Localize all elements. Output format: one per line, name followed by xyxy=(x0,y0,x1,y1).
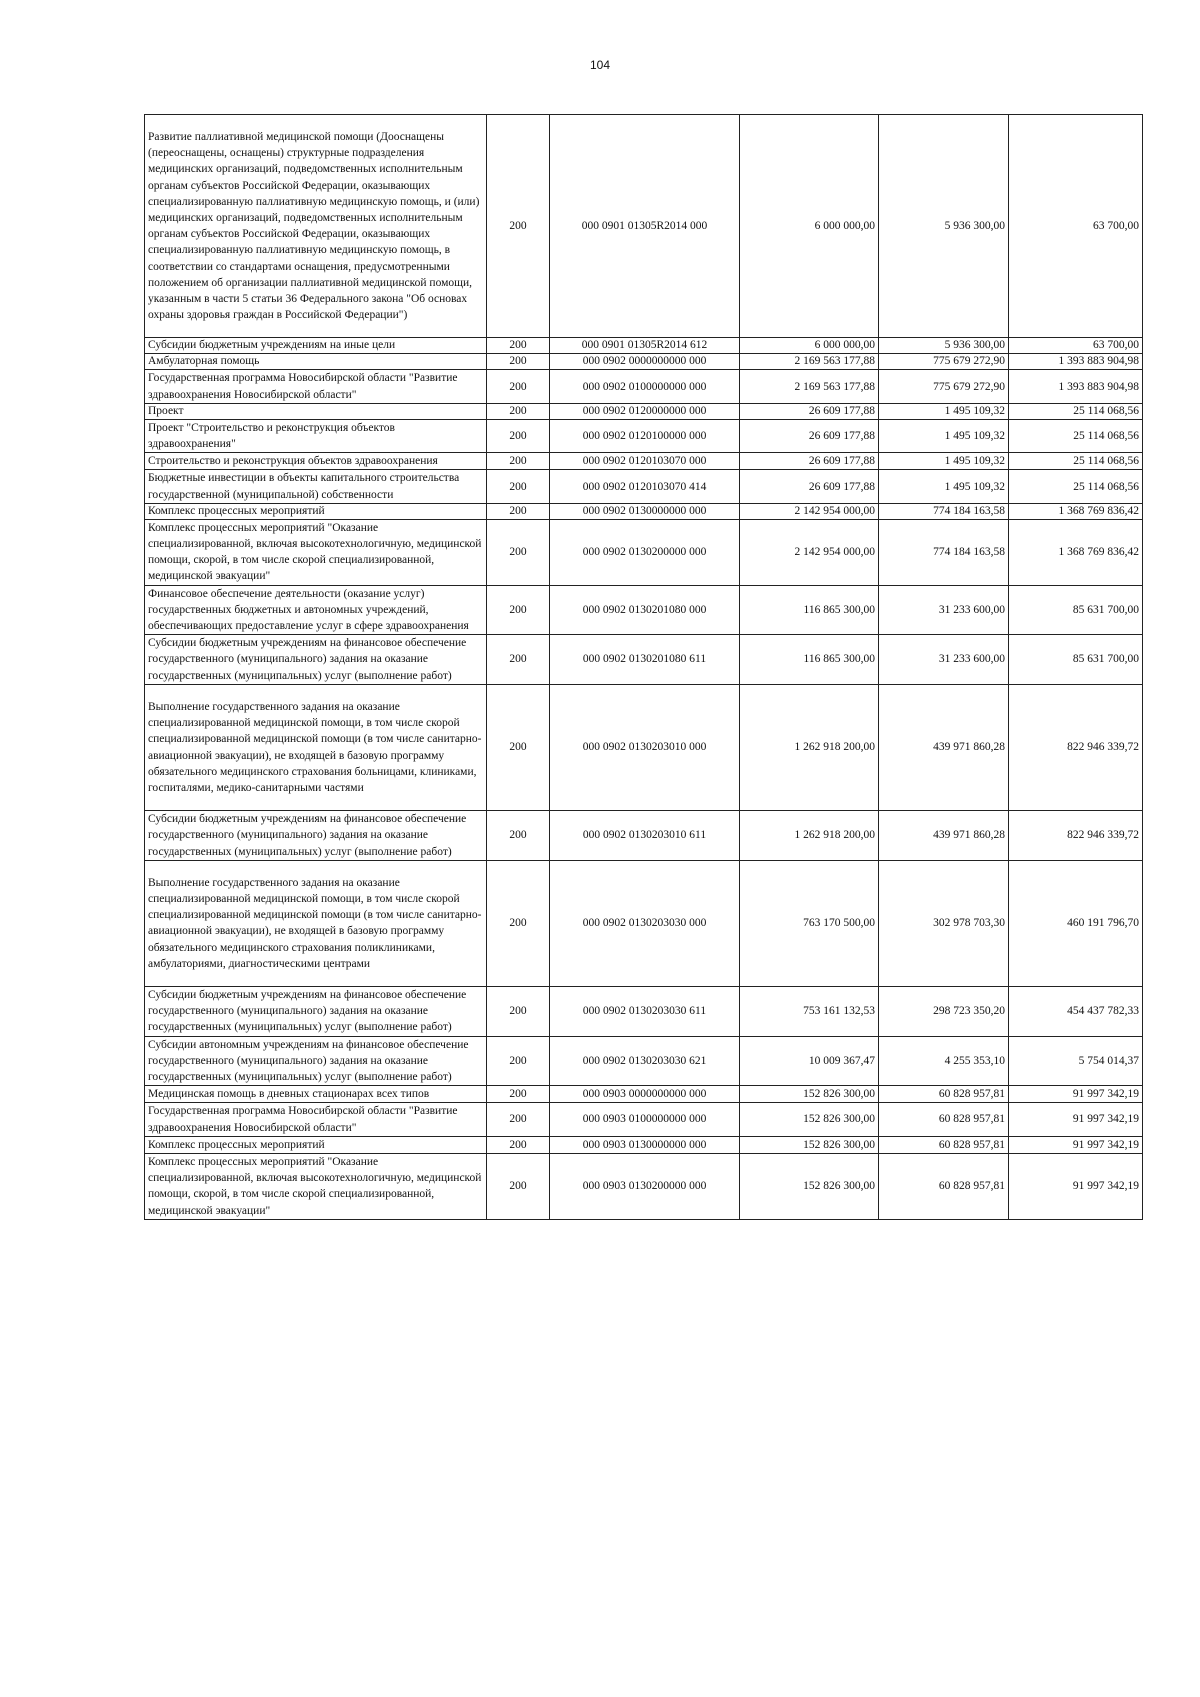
row-budget-code: 000 0901 01305R2014 612 xyxy=(550,338,740,354)
row-admin-code: 200 xyxy=(487,635,550,685)
row-name: Государственная программа Новосибирской области "Развитие здравоохранения Новосибирской области" xyxy=(145,370,487,403)
table-row xyxy=(145,1153,1143,1219)
row-name: Проект xyxy=(145,403,487,419)
table-row xyxy=(145,519,1143,585)
row-budget-code: 000 0902 0120000000 000 xyxy=(550,403,740,419)
row-approved-amount: 1 262 918 200,00 xyxy=(740,811,879,861)
row-name: Субсидии автономным учреждениям на финансовое обеспечение государственного (муниципального) задания на оказание государственных (муниципальных) услуг (выполнение работ) xyxy=(145,1036,487,1086)
table-row xyxy=(145,503,1143,519)
row-budget-code: 000 0901 01305R2014 000 xyxy=(550,115,740,338)
row-approved-amount: 152 826 300,00 xyxy=(740,1086,879,1103)
row-unexecuted-amount: 85 631 700,00 xyxy=(1009,585,1143,635)
row-budget-code: 000 0902 0120103070 414 xyxy=(550,470,740,503)
row-unexecuted-amount: 1 368 769 836,42 xyxy=(1009,519,1143,585)
row-admin-code: 200 xyxy=(487,1086,550,1103)
row-unexecuted-amount: 85 631 700,00 xyxy=(1009,635,1143,685)
row-approved-amount: 2 142 954 000,00 xyxy=(740,519,879,585)
row-budget-code: 000 0902 0120100000 000 xyxy=(550,419,740,452)
row-unexecuted-amount: 91 997 342,19 xyxy=(1009,1086,1143,1103)
table-row xyxy=(145,585,1143,635)
row-unexecuted-amount: 1 393 883 904,98 xyxy=(1009,370,1143,403)
row-budget-code: 000 0902 0130203030 621 xyxy=(550,1036,740,1086)
row-name: Комплекс процессных мероприятий "Оказание специализированной, включая высокотехнологичную, медицинской помощи, скорой, в том числе скорой специализированной, медицинской эвакуации" xyxy=(145,1153,487,1219)
row-approved-amount: 152 826 300,00 xyxy=(740,1136,879,1153)
row-executed-amount: 5 936 300,00 xyxy=(879,338,1009,354)
row-unexecuted-amount: 25 114 068,56 xyxy=(1009,419,1143,452)
row-admin-code: 200 xyxy=(487,403,550,419)
row-budget-code: 000 0903 0000000000 000 xyxy=(550,1086,740,1103)
row-unexecuted-amount: 91 997 342,19 xyxy=(1009,1153,1143,1219)
row-budget-code: 000 0903 0130200000 000 xyxy=(550,1153,740,1219)
row-budget-code: 000 0902 0130200000 000 xyxy=(550,519,740,585)
row-executed-amount: 60 828 957,81 xyxy=(879,1153,1009,1219)
row-name: Субсидии бюджетным учреждениям на иные цели xyxy=(145,338,487,354)
row-name: Медицинская помощь в дневных стационарах всех типов xyxy=(145,1086,487,1103)
table-row xyxy=(145,115,1143,338)
row-admin-code: 200 xyxy=(487,684,550,810)
table-row xyxy=(145,1036,1143,1086)
row-budget-code: 000 0902 0130000000 000 xyxy=(550,503,740,519)
row-approved-amount: 26 609 177,88 xyxy=(740,419,879,452)
table-row xyxy=(145,1086,1143,1103)
row-name: Выполнение государственного задания на оказание специализированной медицинской помощи, в том числе скорой специализированной медицинской помощи (в том числе санитарно-авиационной эвакуации), не входящей в базовую программу обязательного медицинского страхования больницами, клиниками, госпиталями, медико-санитарными частями xyxy=(145,684,487,810)
row-unexecuted-amount: 822 946 339,72 xyxy=(1009,684,1143,810)
table-body xyxy=(145,115,1143,1220)
row-name: Выполнение государственного задания на оказание специализированной медицинской помощи, в том числе скорой специализированной медицинской помощи (в том числе санитарно-авиационной эвакуации), не входящей в базовую программу обязательного медицинского страхования поликлиниками, амбулаториями, диагностическими центрами xyxy=(145,860,487,986)
row-executed-amount: 439 971 860,28 xyxy=(879,684,1009,810)
row-executed-amount: 31 233 600,00 xyxy=(879,585,1009,635)
table-row xyxy=(145,453,1143,470)
row-executed-amount: 1 495 109,32 xyxy=(879,403,1009,419)
row-budget-code: 000 0902 0130203030 000 xyxy=(550,860,740,986)
row-approved-amount: 6 000 000,00 xyxy=(740,338,879,354)
table-row xyxy=(145,684,1143,810)
row-approved-amount: 152 826 300,00 xyxy=(740,1153,879,1219)
row-unexecuted-amount: 25 114 068,56 xyxy=(1009,403,1143,419)
row-approved-amount: 2 142 954 000,00 xyxy=(740,503,879,519)
table-row xyxy=(145,860,1143,986)
row-executed-amount: 60 828 957,81 xyxy=(879,1086,1009,1103)
row-admin-code: 200 xyxy=(487,1036,550,1086)
table-row xyxy=(145,811,1143,861)
row-executed-amount: 5 936 300,00 xyxy=(879,115,1009,338)
table-row xyxy=(145,470,1143,503)
row-approved-amount: 763 170 500,00 xyxy=(740,860,879,986)
row-executed-amount: 60 828 957,81 xyxy=(879,1103,1009,1136)
row-admin-code: 200 xyxy=(487,470,550,503)
row-budget-code: 000 0902 0130201080 611 xyxy=(550,635,740,685)
row-name: Государственная программа Новосибирской области "Развитие здравоохранения Новосибирской области" xyxy=(145,1103,487,1136)
row-unexecuted-amount: 460 191 796,70 xyxy=(1009,860,1143,986)
budget-execution-table xyxy=(144,114,1143,1220)
row-budget-code: 000 0902 0130203030 611 xyxy=(550,986,740,1036)
row-approved-amount: 2 169 563 177,88 xyxy=(740,370,879,403)
row-executed-amount: 1 495 109,32 xyxy=(879,419,1009,452)
row-budget-code: 000 0902 0120103070 000 xyxy=(550,453,740,470)
row-executed-amount: 1 495 109,32 xyxy=(879,453,1009,470)
row-admin-code: 200 xyxy=(487,115,550,338)
row-unexecuted-amount: 25 114 068,56 xyxy=(1009,470,1143,503)
row-unexecuted-amount: 1 368 769 836,42 xyxy=(1009,503,1143,519)
row-unexecuted-amount: 25 114 068,56 xyxy=(1009,453,1143,470)
row-approved-amount: 26 609 177,88 xyxy=(740,453,879,470)
table-row xyxy=(145,370,1143,403)
row-admin-code: 200 xyxy=(487,519,550,585)
row-name: Комплекс процессных мероприятий xyxy=(145,503,487,519)
row-name: Финансовое обеспечение деятельности (оказание услуг) государственных бюджетных и автономных учреждений, обеспечивающих предоставление услуг в сфере здравоохранения xyxy=(145,585,487,635)
table-row xyxy=(145,419,1143,452)
row-name: Субсидии бюджетным учреждениям на финансовое обеспечение государственного (муниципального) задания на оказание государственных (муниципальных) услуг (выполнение работ) xyxy=(145,811,487,861)
row-executed-amount: 439 971 860,28 xyxy=(879,811,1009,861)
row-name: Развитие паллиативной медицинской помощи (Дооснащены (переоснащены, оснащены) структурные подразделения медицинских организаций, подведомственных исполнительным органам субъектов Российской Федерации, оказывающих специализированную паллиативную медицинскую помощь, и (или) медицинских организаций, подведомственных исполнительным органам субъектов Российской Федерации, оказывающих специализированную паллиативную медицинскую помощь, в соответствии со стандартами оснащения, предусмотренными положением об организации паллиативной медицинской помощи, указанным в части 5 статьи 36 Федерального закона "Об основах охраны здоровья граждан в Российской Федерации") xyxy=(145,115,487,338)
row-executed-amount: 31 233 600,00 xyxy=(879,635,1009,685)
row-executed-amount: 1 495 109,32 xyxy=(879,470,1009,503)
table-row xyxy=(145,354,1143,370)
row-executed-amount: 298 723 350,20 xyxy=(879,986,1009,1036)
row-budget-code: 000 0902 0130203010 000 xyxy=(550,684,740,810)
row-admin-code: 200 xyxy=(487,1103,550,1136)
row-executed-amount: 774 184 163,58 xyxy=(879,519,1009,585)
row-admin-code: 200 xyxy=(487,860,550,986)
row-admin-code: 200 xyxy=(487,1153,550,1219)
row-approved-amount: 152 826 300,00 xyxy=(740,1103,879,1136)
row-budget-code: 000 0902 0130203010 611 xyxy=(550,811,740,861)
row-budget-code: 000 0903 0100000000 000 xyxy=(550,1103,740,1136)
row-executed-amount: 775 679 272,90 xyxy=(879,354,1009,370)
row-unexecuted-amount: 822 946 339,72 xyxy=(1009,811,1143,861)
row-approved-amount: 26 609 177,88 xyxy=(740,403,879,419)
row-admin-code: 200 xyxy=(487,354,550,370)
table-row xyxy=(145,1136,1143,1153)
row-unexecuted-amount: 63 700,00 xyxy=(1009,115,1143,338)
row-budget-code: 000 0902 0000000000 000 xyxy=(550,354,740,370)
table-row xyxy=(145,1103,1143,1136)
row-name: Комплекс процессных мероприятий xyxy=(145,1136,487,1153)
row-admin-code: 200 xyxy=(487,503,550,519)
row-admin-code: 200 xyxy=(487,338,550,354)
row-name: Амбулаторная помощь xyxy=(145,354,487,370)
row-admin-code: 200 xyxy=(487,986,550,1036)
row-executed-amount: 774 184 163,58 xyxy=(879,503,1009,519)
row-name: Строительство и реконструкция объектов здравоохранения xyxy=(145,453,487,470)
row-unexecuted-amount: 5 754 014,37 xyxy=(1009,1036,1143,1086)
row-unexecuted-amount: 1 393 883 904,98 xyxy=(1009,354,1143,370)
table-row xyxy=(145,403,1143,419)
row-executed-amount: 302 978 703,30 xyxy=(879,860,1009,986)
row-unexecuted-amount: 91 997 342,19 xyxy=(1009,1103,1143,1136)
row-admin-code: 200 xyxy=(487,370,550,403)
row-budget-code: 000 0903 0130000000 000 xyxy=(550,1136,740,1153)
row-admin-code: 200 xyxy=(487,1136,550,1153)
row-name: Комплекс процессных мероприятий "Оказание специализированной, включая высокотехнологичную, медицинской помощи, скорой, в том числе скорой специализированной, медицинской эвакуации" xyxy=(145,519,487,585)
table-row xyxy=(145,635,1143,685)
row-executed-amount: 60 828 957,81 xyxy=(879,1136,1009,1153)
row-admin-code: 200 xyxy=(487,453,550,470)
row-name: Проект "Строительство и реконструкция объектов здравоохранения" xyxy=(145,419,487,452)
row-name: Бюджетные инвестиции в объекты капитального строительства государственной (муниципальной) собственности xyxy=(145,470,487,503)
row-approved-amount: 116 865 300,00 xyxy=(740,585,879,635)
row-budget-code: 000 0902 0100000000 000 xyxy=(550,370,740,403)
row-name: Субсидии бюджетным учреждениям на финансовое обеспечение государственного (муниципального) задания на оказание государственных (муниципальных) услуг (выполнение работ) xyxy=(145,635,487,685)
row-budget-code: 000 0902 0130201080 000 xyxy=(550,585,740,635)
table-row xyxy=(145,986,1143,1036)
row-unexecuted-amount: 63 700,00 xyxy=(1009,338,1143,354)
table-row xyxy=(145,338,1143,354)
row-approved-amount: 6 000 000,00 xyxy=(740,115,879,338)
row-approved-amount: 1 262 918 200,00 xyxy=(740,684,879,810)
row-unexecuted-amount: 454 437 782,33 xyxy=(1009,986,1143,1036)
row-name: Субсидии бюджетным учреждениям на финансовое обеспечение государственного (муниципального) задания на оказание государственных (муниципальных) услуг (выполнение работ) xyxy=(145,986,487,1036)
row-admin-code: 200 xyxy=(487,585,550,635)
row-approved-amount: 2 169 563 177,88 xyxy=(740,354,879,370)
row-approved-amount: 26 609 177,88 xyxy=(740,470,879,503)
row-approved-amount: 753 161 132,53 xyxy=(740,986,879,1036)
row-admin-code: 200 xyxy=(487,419,550,452)
page-number: 104 xyxy=(589,58,611,72)
row-executed-amount: 4 255 353,10 xyxy=(879,1036,1009,1086)
row-approved-amount: 116 865 300,00 xyxy=(740,635,879,685)
row-unexecuted-amount: 91 997 342,19 xyxy=(1009,1136,1143,1153)
row-admin-code: 200 xyxy=(487,811,550,861)
row-approved-amount: 10 009 367,47 xyxy=(740,1036,879,1086)
row-executed-amount: 775 679 272,90 xyxy=(879,370,1009,403)
